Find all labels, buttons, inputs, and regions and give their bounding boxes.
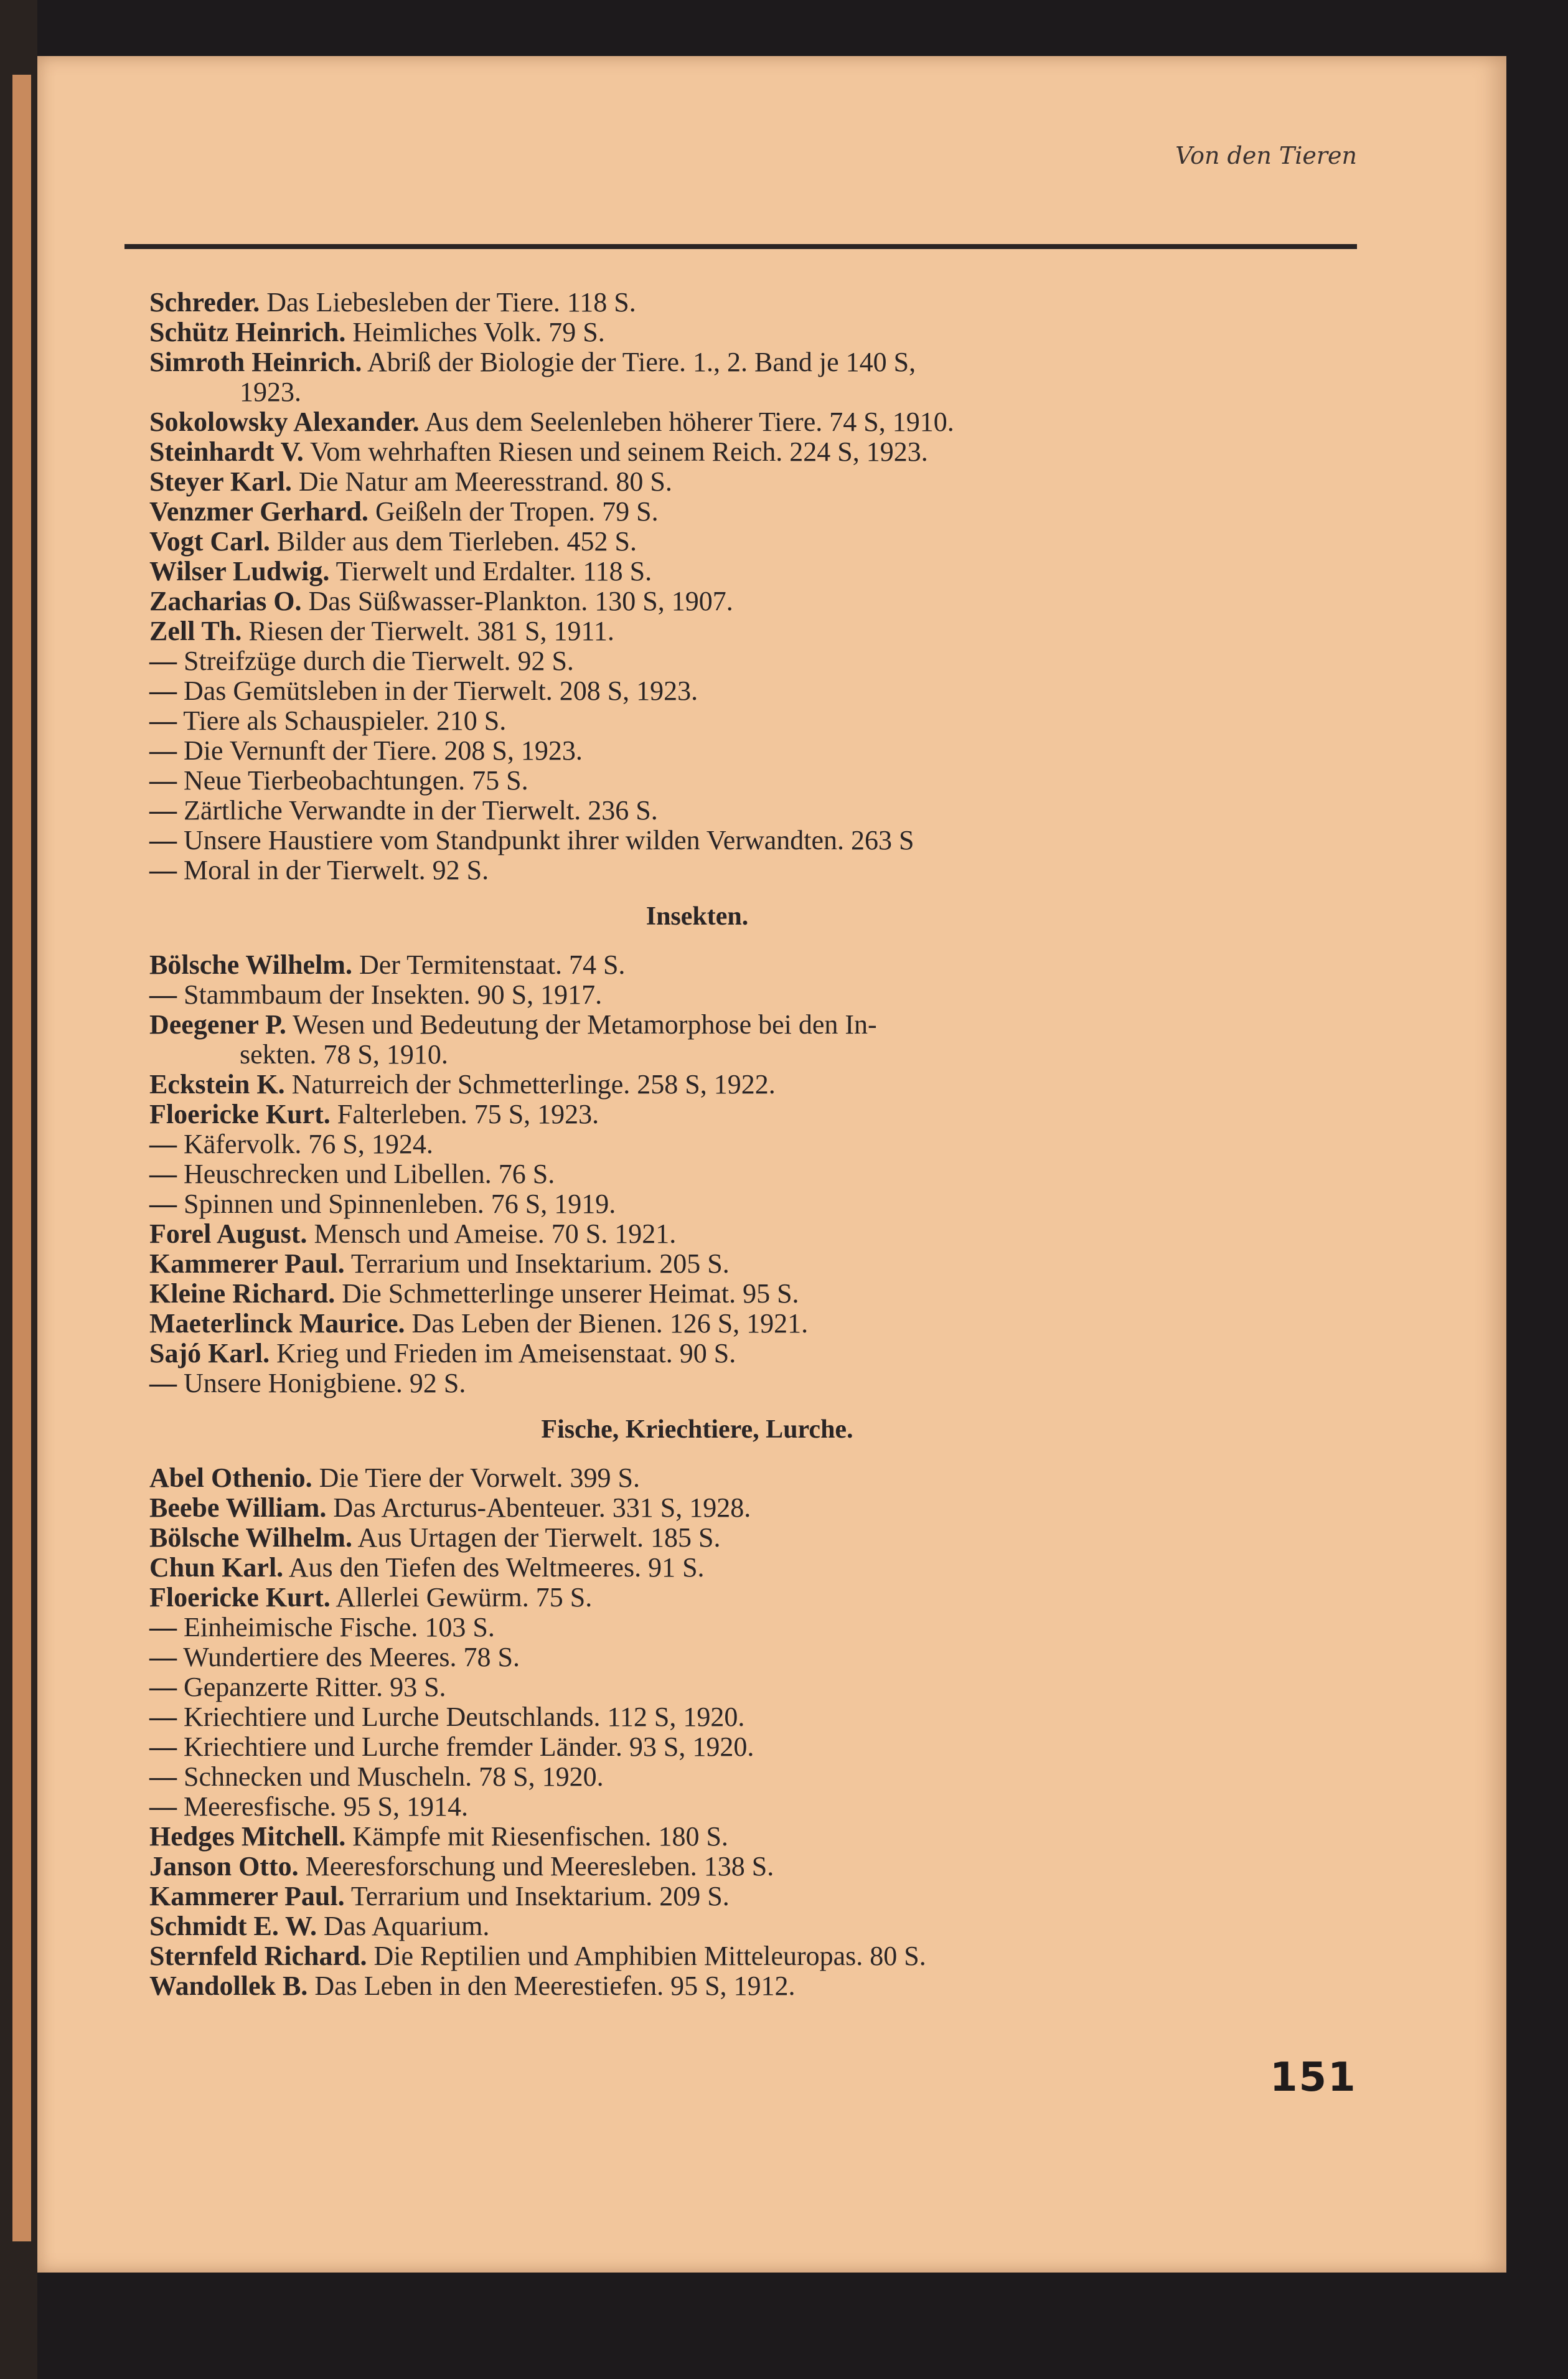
bibliography-entry (149, 467, 1245, 497)
bibliography-entry (149, 1553, 1245, 1583)
entry-author: — (149, 1159, 177, 1189)
entry-title: Der Termitenstaat. 74 S. (359, 949, 626, 980)
section-fische (149, 1463, 1245, 2001)
entry-title: Krieg und Frieden im Ameisenstaat. 90 S. (276, 1338, 736, 1369)
bibliography-entry (149, 1339, 1245, 1369)
bibliography-entry (149, 1369, 1245, 1398)
entry-author: Maeterlinck Maurice. (149, 1308, 405, 1339)
entry-author: Steyer Karl. (149, 466, 292, 497)
bibliography-entry (149, 1159, 1245, 1189)
entry-title: Kriechtiere und Lurche fremder Länder. 93 S, 1920. (184, 1731, 754, 1762)
entry-title: Wundertiere des Meeres. 78 S. (183, 1642, 520, 1672)
entry-author: Zacharias O. (149, 586, 302, 616)
bibliography-entry (149, 1010, 1245, 1040)
entry-author: — (149, 705, 177, 736)
bibliography-entry (149, 1219, 1245, 1249)
entry-title: Aus dem Seelenleben höherer Tiere. 74 S, 1910. (425, 407, 954, 437)
bibliography-entry (149, 288, 1245, 318)
entry-title: Tierwelt und Erdalter. 118 S. (336, 556, 652, 587)
entry-continuation: 1923. (240, 377, 301, 407)
entry-author: — (149, 1642, 177, 1672)
entry-author: Wandollek B. (149, 1971, 308, 2001)
entry-title: Die Tiere der Vorwelt. 399 S. (319, 1463, 640, 1493)
page-number: 151 (1270, 2055, 1357, 2101)
bibliography-entry (149, 1309, 1245, 1339)
entry-author: Chun Karl. (149, 1552, 284, 1583)
entry-title: Gepanzerte Ritter. 93 S. (184, 1672, 446, 1702)
entry-author: Wilser Ludwig. (149, 556, 330, 587)
entry-author: Vogt Carl. (149, 526, 270, 557)
entry-author: — (149, 795, 177, 826)
entry-title: Das Leben in den Meerestiefen. 95 S, 1912. (314, 1971, 796, 2001)
bibliography-entry (149, 1911, 1245, 1941)
entry-author: Forel August. (149, 1218, 307, 1249)
bibliography-entry (149, 1702, 1245, 1732)
entry-author: Schreder. (149, 287, 260, 318)
bibliography-entry (149, 1279, 1245, 1309)
bibliography-entry (149, 646, 1245, 676)
entry-title: Kriechtiere und Lurche Deutschlands. 112 S, 1920. (184, 1702, 745, 1732)
entry-title: Terrarium und Insektarium. 205 S. (350, 1248, 730, 1279)
bibliography-entry (149, 1523, 1245, 1553)
entry-author: Schmidt E. W. (149, 1911, 317, 1941)
bibliography-entry (149, 950, 1245, 980)
bibliography-entry (149, 347, 1245, 377)
entry-title: Bilder aus dem Tierleben. 452 S. (276, 526, 637, 557)
entry-author: Kammerer Paul. (149, 1881, 345, 1911)
entry-author: — (149, 1761, 177, 1792)
entry-title: Heimliches Volk. 79 S. (352, 317, 605, 347)
bibliography-entry (149, 1463, 1245, 1493)
entry-title: Naturreich der Schmetterlinge. 258 S, 1922. (291, 1069, 776, 1100)
entry-title: Die Vernunft der Tiere. 208 S, 1923. (184, 735, 583, 766)
bibliography-entry (149, 1249, 1245, 1279)
running-head: Von den Tieren (1175, 142, 1357, 169)
bibliography-entry (149, 1762, 1245, 1792)
bibliography-entry (149, 1493, 1245, 1523)
bibliography-entry (149, 1822, 1245, 1852)
entry-author: — (149, 765, 177, 796)
bibliography-entry (149, 855, 1245, 885)
entry-title: Spinnen und Spinnenleben. 76 S, 1919. (184, 1189, 616, 1219)
entry-author: Sajó Karl. (149, 1338, 270, 1369)
section-insekten (149, 950, 1245, 1398)
entry-title: Die Natur am Meeresstrand. 80 S. (298, 466, 672, 497)
bibliography-entry (149, 1732, 1245, 1762)
bibliography-entry (149, 676, 1245, 706)
section-heading-insekten: Insekten. (646, 902, 749, 931)
entry-author: Janson Otto. (149, 1851, 299, 1882)
entry-author: Deegener P. (149, 1009, 286, 1040)
entry-title: Stammbaum der Insekten. 90 S, 1917. (184, 979, 603, 1010)
entry-author: Sokolowsky Alexander. (149, 407, 420, 437)
bibliography-entry (149, 1672, 1245, 1702)
entry-author: — (149, 1189, 177, 1219)
bibliography-entry (149, 980, 1245, 1010)
entry-title: Das Gemütsleben in der Tierwelt. 208 S, 1923. (184, 676, 698, 706)
bibliography-entry (149, 587, 1245, 616)
section-heading-fische: Fische, Kriechtiere, Lurche. (541, 1415, 853, 1444)
entry-author: Schütz Heinrich. (149, 317, 346, 347)
entry-author: Beebe William. (149, 1492, 327, 1523)
entry-title: Kämpfe mit Riesenfischen. 180 S. (352, 1821, 728, 1852)
entry-title: Aus den Tiefen des Weltmeeres. 91 S. (288, 1552, 705, 1583)
entry-title: Meeresforschung und Meeresleben. 138 S. (305, 1851, 774, 1882)
bibliography-entry (149, 497, 1245, 527)
entry-title: Unsere Haustiere vom Standpunkt ihrer wilden Verwandten. 263 S (184, 825, 914, 855)
bibliography-entry (149, 1971, 1245, 2001)
bibliography-entry (149, 826, 1245, 855)
header-rule (124, 244, 1357, 249)
entry-author: Floericke Kurt. (149, 1099, 331, 1129)
entry-author: Simroth Heinrich. (149, 347, 362, 377)
entry-title: Tiere als Schauspieler. 210 S. (183, 705, 507, 736)
previous-page-edge (12, 75, 31, 2241)
entry-title: Geißeln der Tropen. 79 S. (375, 496, 659, 527)
bibliography-entry (149, 1852, 1245, 1882)
bibliography-entry (149, 527, 1245, 557)
entry-author: — (149, 1129, 177, 1159)
entry-author: — (149, 1702, 177, 1732)
entry-author: — (149, 1612, 177, 1642)
entry-author: Bölsche Wilhelm. (149, 1522, 352, 1553)
entry-author: Steinhardt V. (149, 436, 304, 467)
entry-title: Heuschrecken und Libellen. 76 S. (184, 1159, 555, 1189)
entry-author: Kleine Richard. (149, 1278, 336, 1309)
entry-title: Falterleben. 75 S, 1923. (337, 1099, 599, 1129)
bibliography-entry (149, 557, 1245, 587)
entry-author: Abel Othenio. (149, 1463, 312, 1493)
bibliography-entry (149, 1189, 1245, 1219)
bibliography-entry (149, 736, 1245, 766)
bibliography-list (149, 288, 1245, 2001)
entry-title: Riesen der Tierwelt. 381 S, 1911. (248, 616, 614, 646)
entry-author: Eckstein K. (149, 1069, 285, 1100)
entry-title: Das Aquarium. (323, 1911, 490, 1941)
bibliography-entry (149, 616, 1245, 646)
bibliography-entry (149, 796, 1245, 826)
entry-author: — (149, 855, 177, 885)
entry-author: Hedges Mitchell. (149, 1821, 346, 1852)
entry-title: Schnecken und Muscheln. 78 S, 1920. (184, 1761, 604, 1792)
entry-title: Terrarium und Insektarium. 209 S. (350, 1881, 730, 1911)
entry-author: — (149, 1672, 177, 1702)
entry-title: Allerlei Gewürm. 75 S. (336, 1582, 593, 1613)
bibliography-entry (149, 318, 1245, 347)
entry-title: Mensch und Ameise. 70 S. 1921. (314, 1218, 677, 1249)
bibliography-entry (149, 1941, 1245, 1971)
section-general (149, 288, 1245, 885)
entry-author: Bölsche Wilhelm. (149, 949, 352, 980)
bibliography-entry (149, 1882, 1245, 1911)
entry-title: Das Arcturus-Abenteuer. 331 S, 1928. (333, 1492, 751, 1523)
entry-title: Aus Urtagen der Tierwelt. 185 S. (357, 1522, 721, 1553)
entry-author: Zell Th. (149, 616, 242, 646)
entry-author: — (149, 1368, 177, 1398)
entry-author: Floericke Kurt. (149, 1582, 331, 1613)
entry-author: — (149, 1731, 177, 1762)
entry-author: — (149, 1791, 177, 1822)
bibliography-entry (149, 1129, 1245, 1159)
entry-title: Moral in der Tierwelt. 92 S. (184, 855, 489, 885)
bibliography-entry (149, 1583, 1245, 1613)
entry-author: — (149, 676, 177, 706)
entry-author: Sternfeld Richard. (149, 1941, 367, 1971)
entry-title: Wesen und Bedeutung der Metamorphose bei den In- (293, 1009, 877, 1040)
entry-title: Unsere Honigbiene. 92 S. (184, 1368, 466, 1398)
entry-title: Meeresfische. 95 S, 1914. (184, 1791, 469, 1822)
entry-author: — (149, 646, 177, 676)
bibliography-entry (149, 1642, 1245, 1672)
entry-author: — (149, 979, 177, 1010)
entry-continuation: sekten. 78 S, 1910. (240, 1039, 448, 1070)
entry-title: Zärtliche Verwandte in der Tierwelt. 236 S. (184, 795, 658, 826)
entry-author: Kammerer Paul. (149, 1248, 345, 1279)
entry-title: Streifzüge durch die Tierwelt. 92 S. (184, 646, 574, 676)
entry-title: Das Süßwasser-Plankton. 130 S, 1907. (308, 586, 733, 616)
bibliography-entry (149, 1613, 1245, 1642)
bibliography-entry (149, 437, 1245, 467)
entry-author: — (149, 735, 177, 766)
bibliography-entry (149, 1792, 1245, 1822)
bibliography-entry (149, 766, 1245, 796)
bibliography-entry (149, 1100, 1245, 1129)
entry-title: Das Liebesleben der Tiere. 118 S. (266, 287, 636, 318)
bibliography-entry (149, 706, 1245, 736)
entry-title: Neue Tierbeobachtungen. 75 S. (184, 765, 528, 796)
entry-title: Die Reptilien und Amphibien Mitteleuropas. 80 S. (373, 1941, 926, 1971)
entry-title: Das Leben der Bienen. 126 S, 1921. (411, 1308, 809, 1339)
entry-title: Abriß der Biologie der Tiere. 1., 2. Band je 140 S, (367, 347, 916, 377)
entry-title: Käfervolk. 76 S, 1924. (184, 1129, 433, 1159)
bibliography-entry (149, 407, 1245, 437)
entry-title: Einheimische Fische. 103 S. (184, 1612, 495, 1642)
entry-title: Die Schmetterlinge unserer Heimat. 95 S. (342, 1278, 799, 1309)
entry-author: — (149, 825, 177, 855)
entry-author: Venzmer Gerhard. (149, 496, 369, 527)
bibliography-entry (149, 1070, 1245, 1100)
entry-title: Vom wehrhaften Riesen und seinem Reich. 224 S, 1923. (310, 436, 928, 467)
